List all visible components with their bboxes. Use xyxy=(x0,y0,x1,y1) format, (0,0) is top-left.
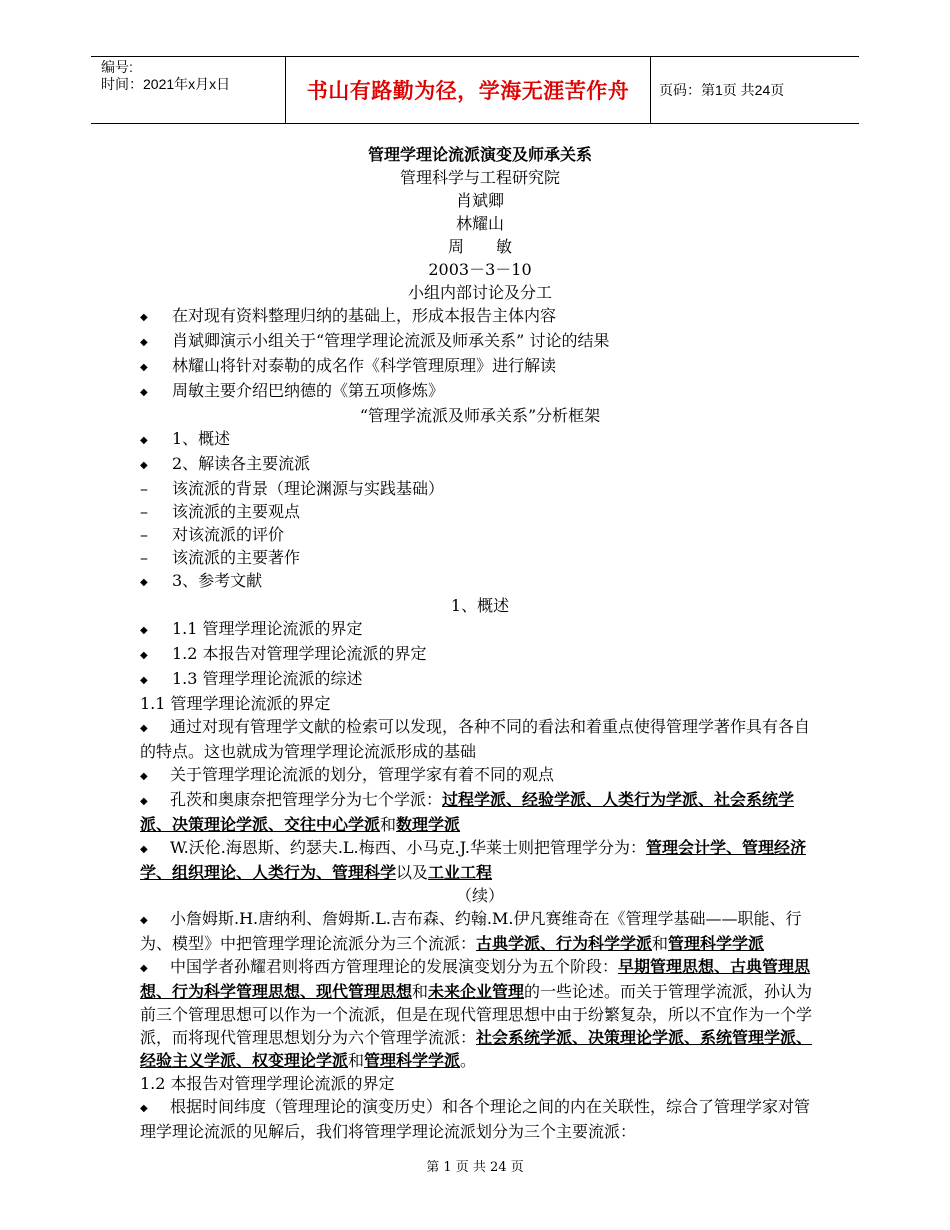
bullet-icon: ◆ xyxy=(140,577,148,588)
header-page-info: 页码：第1页 共24页 xyxy=(659,82,785,98)
doc-author: 林耀山 xyxy=(455,214,504,233)
bullet-icon: ◆ xyxy=(140,460,148,471)
bullet-icon: ◆ xyxy=(140,337,148,348)
subsection-heading: 1.2 本报告对管理学理论流派的界定 xyxy=(140,1074,395,1093)
bullet-icon: ◆ xyxy=(140,387,148,398)
paragraph: ◆ 根据时间纬度（管理理论的演变历史）和各个理论之间的内在关联性，综合了管理学家对管理学理论流派的见解后，我们将管理学理论流派划分为三个主要流派： xyxy=(140,1097,811,1141)
paragraph: ◆ 孔茨和奥康奈把管理学分为七个学派：过程学派、经验学派、人类行为学派、社会系统学派、决策理论学派、交往中心学派和数理学派 xyxy=(140,790,795,834)
page-footer: 第 1 页 共 24 页 xyxy=(426,1160,524,1175)
list-item: ◆ 林耀山将针对泰勒的成名作《科学管理原理》进行解读 xyxy=(140,354,820,379)
sub-list-item: – 对该流派的评价 xyxy=(140,525,285,544)
bullet-icon: ◆ xyxy=(140,963,148,974)
paragraph: ◆ 关于管理学理论流派的划分，管理学家有着不同的观点 xyxy=(140,763,820,788)
dash-icon: – xyxy=(140,548,148,567)
list-item: ◆ 1.3 管理学理论流派的综述 xyxy=(140,667,820,692)
dash-icon: – xyxy=(140,479,148,498)
paragraph: ◆ 中国学者孙耀君则将西方管理理论的发展演变划分为五个阶段：早期管理思想、古典管理思想、行为科学管理思想、现代管理思想和未来企业管理的一些论述。而关于管理学流派，孙认为前三个管理思想可以作为一个流派，但是在现代管理思想中由于纷繁复杂，所以不宜作为一个学派，而将现代管理思想划分为六个管理学流派：社会系统学派、决策理论学派、系统管理学派、经验主义学派、权变理论学派和管理科学学派。 xyxy=(140,957,813,1070)
bullet-icon: ◆ xyxy=(140,312,148,323)
list-item: ◆ 2、解读各主要流派 xyxy=(140,452,820,477)
framework-title: “管理学流派及师承关系”分析框架 xyxy=(359,406,601,425)
document-body xyxy=(140,143,820,1143)
header-table xyxy=(91,56,859,124)
list-item: ◆ 周敏主要介绍巴纳德的《第五项修炼》 xyxy=(140,379,820,404)
list-item: ◆ 3、参考文献 xyxy=(140,569,820,594)
bullet-icon: ◆ xyxy=(140,435,148,446)
list-item: ◆ 在对现有资料整理归纳的基础上，形成本报告主体内容 xyxy=(140,304,820,329)
bullet-icon: ◆ xyxy=(140,844,148,855)
doc-author: 肖斌卿 xyxy=(455,191,504,210)
paragraph: ◆ 通过对现有管理学文献的检索可以发现，各种不同的看法和着重点使得管理学著作具有各自的特点。这也就成为管理学理论流派形成的基础 xyxy=(140,717,811,761)
section-heading: 1、概述 xyxy=(450,596,510,615)
section-heading: 小组内部讨论及分工 xyxy=(407,283,552,302)
list-item: ◆ 肖斌卿演示小组关于“管理学理论流派及师承关系” 讨论的结果 xyxy=(140,329,820,354)
doc-institute: 管理科学与工程研究院 xyxy=(399,168,560,187)
subsection-heading: 1.1 管理学理论流派的界定 xyxy=(140,694,331,713)
list-item: ◆ 1、概述 xyxy=(140,427,820,452)
bullet-icon: ◆ xyxy=(140,675,148,686)
sub-list-item: – 该流派的背景（理论渊源与实践基础） xyxy=(140,479,445,498)
bullet-icon: ◆ xyxy=(140,625,148,636)
bullet-icon: ◆ xyxy=(140,771,148,782)
paragraph: ◆ 小詹姆斯.H.唐纳利、詹姆斯.L.吉布森、约翰.M.伊凡赛维奇在《管理学基础——职能、行为、模型》中把管理学理论流派分为三个流派：古典学派、行为科学学派和管理科学学派 xyxy=(140,909,802,953)
continued-label: （续） xyxy=(455,886,504,905)
list-item: ◆ 1.2 本报告对管理学理论流派的界定 xyxy=(140,642,820,667)
time-label: 时间：2021年x月x日 xyxy=(101,76,231,92)
list-item: ◆ 1.1 管理学理论流派的界定 xyxy=(140,617,820,642)
dash-icon: – xyxy=(140,502,148,521)
bullet-icon: ◆ xyxy=(140,796,148,807)
doc-date: 2003－3－10 xyxy=(428,260,532,279)
dash-icon: – xyxy=(140,525,148,544)
number-label: 编号: xyxy=(101,59,133,75)
bullet-icon: ◆ xyxy=(140,650,148,661)
bullet-icon: ◆ xyxy=(140,1103,148,1114)
bullet-icon: ◆ xyxy=(140,362,148,373)
doc-author: 周 敏 xyxy=(447,237,512,256)
header-left-cell xyxy=(91,57,285,123)
header-motto: 书山有路勤为径，学海无涯苦作舟 xyxy=(285,57,651,123)
bullet-icon: ◆ xyxy=(140,723,148,734)
doc-title: 管理学理论流派演变及师承关系 xyxy=(367,145,592,164)
sub-list-item: – 该流派的主要著作 xyxy=(140,548,301,567)
bullet-icon: ◆ xyxy=(140,915,148,926)
paragraph: ◆ W.沃伦.海恩斯、约瑟夫.L.梅西、小马克.J.华莱士则把管理学分为：管理会计学、管理经济学、组织理论、人类行为、管理科学以及工业工程 xyxy=(140,838,806,882)
sub-list-item: – 该流派的主要观点 xyxy=(140,502,301,521)
